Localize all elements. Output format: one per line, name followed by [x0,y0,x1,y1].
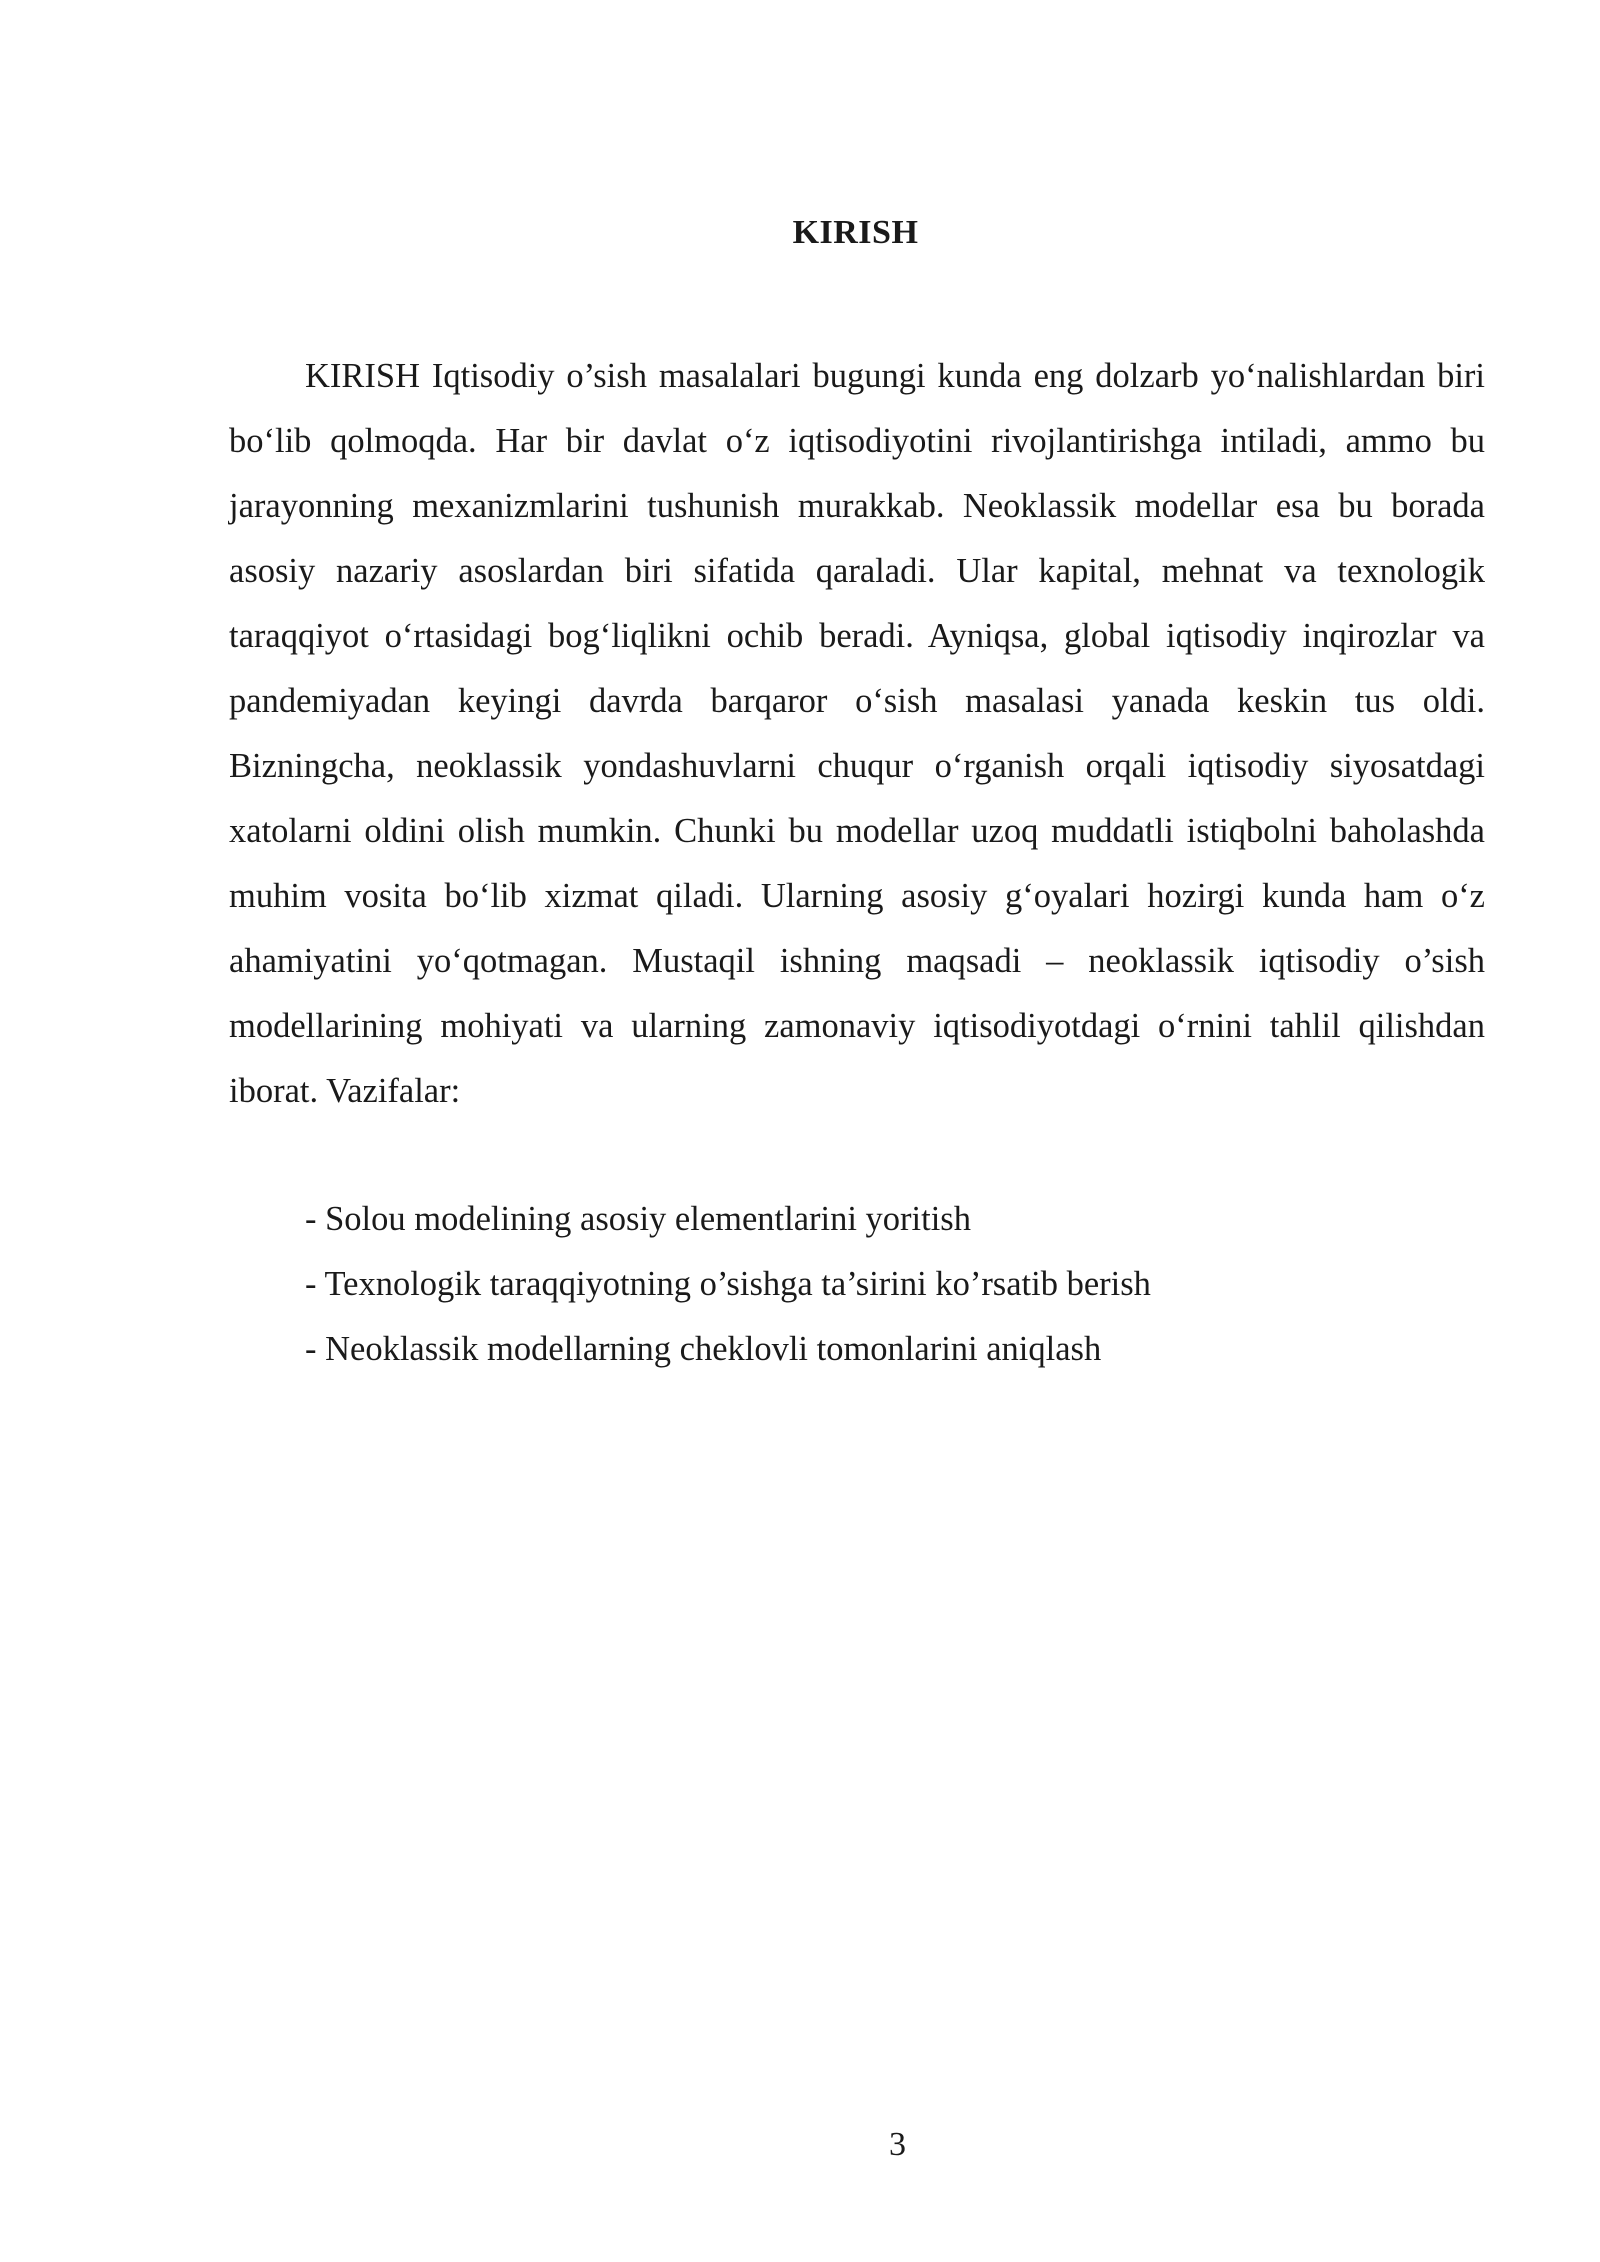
task-item: - Solou modelining asosiy elementlarini yoritish [305,1200,971,1238]
task-list [305,1187,1485,1382]
task-item: - Neoklassik modellarning cheklovli tomonlarini aniqlash [305,1330,1102,1368]
page-number: 3 [889,2126,906,2163]
intro-paragraph: KIRISH Iqtisodiy o’sish masalalari bugungi kunda eng dolzarb yo‘nalishlardan biri bo‘lib qolmoqda. Har bir davlat o‘z iqtisodiyotini rivojlantirishga intiladi, ammo bu jarayonning mexanizmlarini tushunish murakkab. Neoklassik modellar esa bu borada asosiy nazariy asoslardan biri sifatida qaraladi. Ular kapital, mehnat va texnologik taraqqiyot o‘rtasidagi bog‘liqlikni ochib beradi. Ayniqsa, global iqtisodiy inqirozlar va pandemiyadan keyingi davrda barqaror o‘sish masalasi yanada keskin tus oldi. Bizningcha, neoklassik yondashuvlarni chuqur o‘rganish orqali iqtisodiy siyosatdagi xatolarni oldini olish mumkin. Chunki bu modellar uzoq muddatli istiqbolni baholashda muhim vosita bo‘lib xizmat qiladi. Ularning asosiy g‘oyalari hozirgi kunda ham o‘z ahamiyatini yo‘qotmagan. Mustaqil ishning maqsadi – neoklassik iqtisodiy o’sish modellarining mohiyati va ularning zamonaviy iqtisodiyotdagi o‘rnini tahlil qilishdan iborat. Vazifalar: [229,357,1485,1110]
section-heading: KIRISH [792,214,919,251]
task-item: - Texnologik taraqqiyotning o’sishga ta’sirini ko’rsatib berish [305,1265,1151,1303]
